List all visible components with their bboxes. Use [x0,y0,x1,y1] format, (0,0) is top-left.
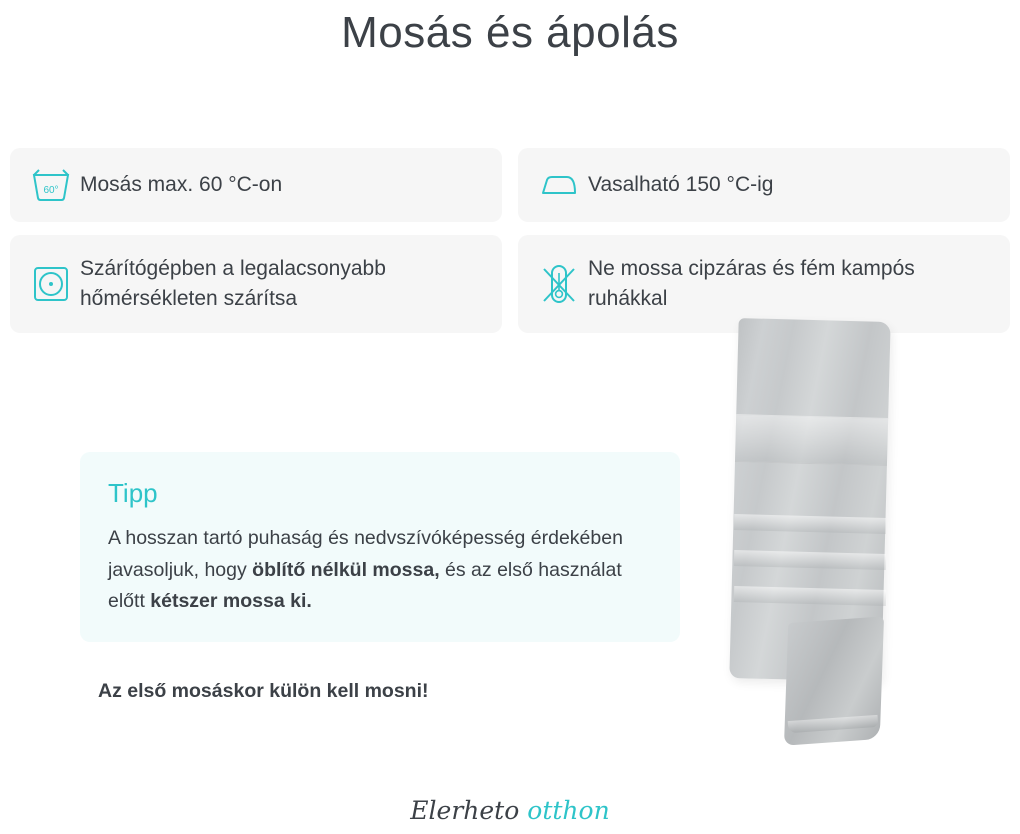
care-card-iron [518,148,1010,222]
care-card-no-zipper [518,235,1010,333]
care-card-iron-label: Vasalható 150 °C-ig [588,172,774,196]
tip-title: Tipp [108,478,158,508]
wash-60-icon [28,162,74,208]
towel-fold [784,616,884,745]
care-cards-left-column [10,148,502,333]
no-zipper-wash-icon [536,261,582,307]
brand-name-part2: otthon [527,796,610,825]
towel-stripe [734,514,886,534]
towel-hem [788,715,879,733]
towel-illustration [700,320,960,730]
care-card-tumble-dry [10,235,502,333]
care-card-wash [10,148,502,222]
tip-text-part1: A hosszan tartó puhaság és nedvszívóképesség érdekében javasoljuk, hogy [108,527,623,581]
towel-body [729,318,890,682]
care-card-tumble-dry-label: Szárítógépben a legalacsonyabb hőmérsékleten szárítsa [80,256,386,310]
brand-name-part1: Elerheto [410,796,520,825]
care-card-no-zipper-label: Ne mossa cipzáras és fém kampós ruhákkal [588,256,915,310]
tip-text-bold2: kétszer mossa ki. [150,590,312,613]
tip-box [80,452,680,642]
first-wash-note: Az első mosáskor külön kell mosni! [98,680,429,702]
care-cards-container [0,148,1020,333]
towel-stripe [734,550,886,570]
tip-text [108,523,652,618]
care-cards-right-column [518,148,1010,333]
towel-stripe [734,586,886,606]
svg-text:60°: 60° [43,185,59,196]
care-card-wash-label: Mosás max. 60 °C-on [80,172,283,196]
tip-text-part2: és az első használat előtt [108,558,622,613]
footer-brand [0,796,1020,826]
page-title: Mosás és ápolás [341,8,679,57]
iron-150-icon [536,162,582,208]
tip-text-bold1: öblítő nélkül mossa, [252,558,440,581]
tumble-dry-low-icon [28,261,74,307]
